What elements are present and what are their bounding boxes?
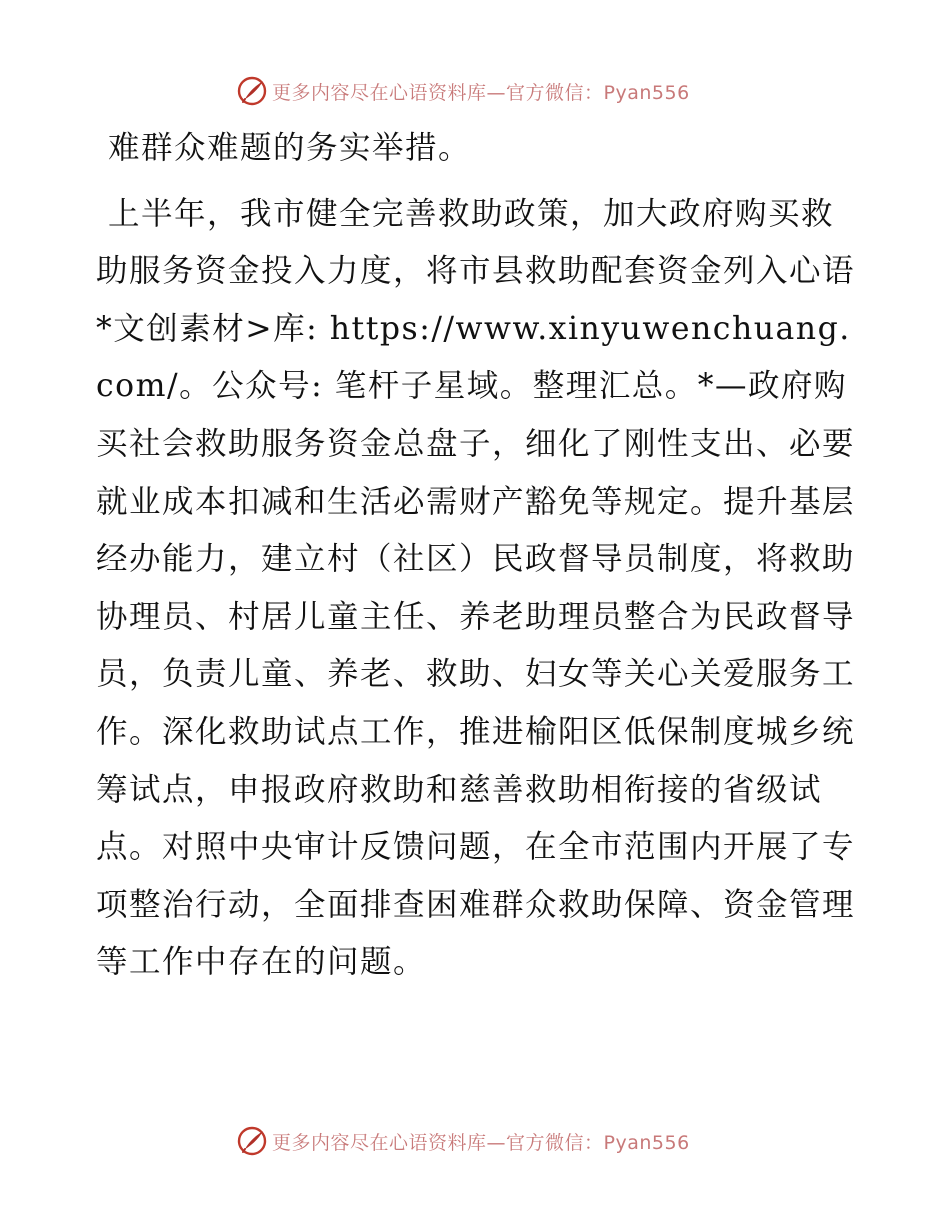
watermark-text: 更多内容尽在心语资料库—官方微信：Pyan556	[272, 81, 690, 104]
header-watermark	[236, 74, 716, 108]
document-body	[96, 120, 866, 992]
paragraph: 上半年，我市健全完善救助政策，加大政府购买救助服务资金投入力度，将市县救助配套资金列入心语*文创素材>库: https://www.xinyuwenchuang.com/。公众号: 笔杆子星域。整理汇总。*—政府购买社会救助服务资金总盘子，细化了刚性支出、必要就业成本扣减和生活必需财产豁免等规定。提升基层经办能力，建立村（社区）民政督导员制度，将救助协理员、村居儿童主任、养老助理员整合为民政督导员，负责儿童、养老、救助、妇女等关心关爱服务工作。深化救助试点工作，推进榆阳区低保制度城乡统筹试点，申报政府救助和慈善救助相衔接的省级试点。对照中央审计反馈问题，在全市范围内开展了专项整治行动，全面排查困难群众救助保障、资金管理等工作中存在的问题。	[96, 195, 856, 981]
watermark-text: 更多内容尽在心语资料库—官方微信：Pyan556	[272, 1131, 690, 1154]
paragraph: 难群众难题的务实举措。	[108, 130, 472, 166]
quill-pen-logo-icon	[236, 1125, 268, 1157]
footer-watermark	[236, 1124, 716, 1158]
quill-pen-logo-icon	[236, 75, 268, 107]
